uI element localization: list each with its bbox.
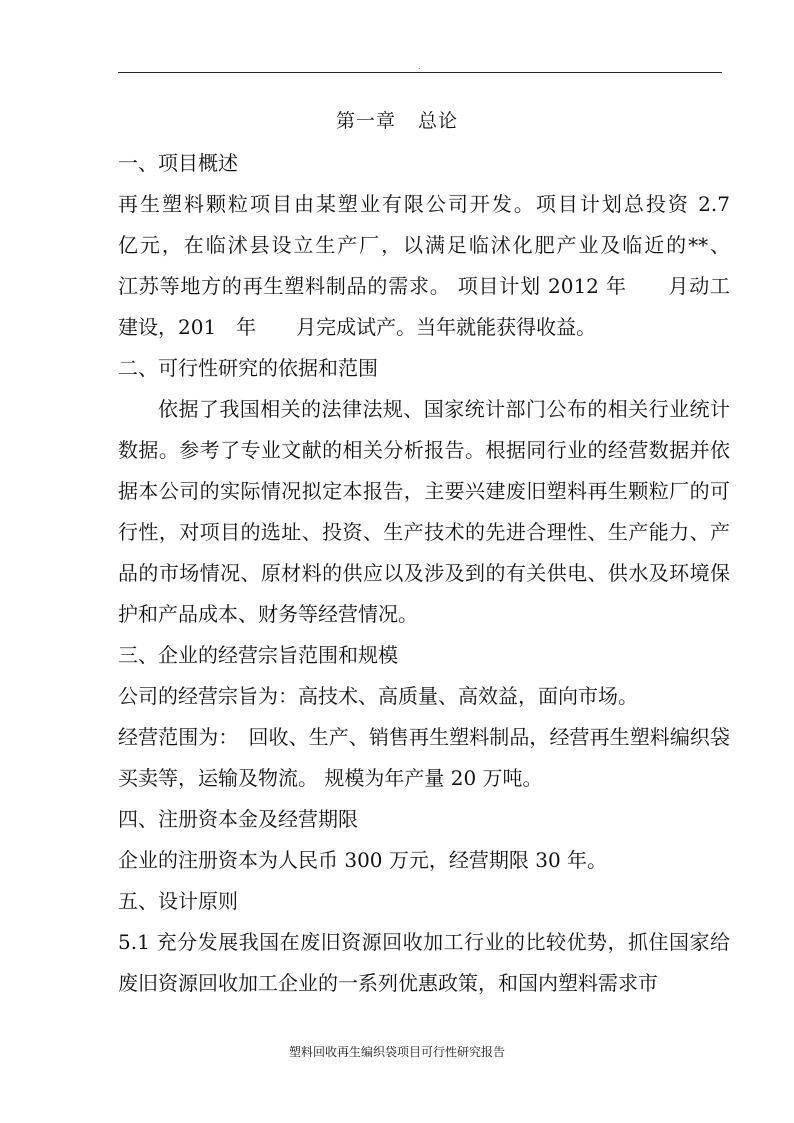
paragraph-line: 亿元，在临沭县设立生产厂，以满足临沭化肥产业及临近的**、 (118, 233, 730, 257)
header-rule (118, 72, 722, 73)
paragraph: 经营范围为： 回收、生产、销售再生塑料制品，经营再生塑料编织袋买卖等，运输及物流。 规模为年产量 20 万吨。 (118, 725, 730, 790)
paragraph: 公司的经营宗旨为：高技术、高质量、高效益，面向市场。 (118, 684, 638, 708)
document-body (118, 143, 730, 1004)
chapter-number: 第一章 (335, 110, 396, 132)
paragraph-line: 江苏等地方的再生塑料制品的需求。 项目计划 2012 年 月动工 (118, 274, 730, 298)
section-heading: 一、项目概述 (118, 151, 238, 175)
header-mark: . (418, 62, 421, 71)
chapter-name: 总论 (418, 110, 459, 132)
page-footer: 塑料回收再生编织袋项目可行性研究报告 (288, 1045, 505, 1059)
paragraph-line: 再生塑料颗粒项目由某塑业有限公司开发。项目计划总投资 2.7 (118, 192, 730, 216)
paragraph-line: 建设，201 年 月完成试产。当年就能获得收益。 (118, 315, 597, 339)
section-heading: 五、设计原则 (118, 889, 238, 913)
section-heading: 四、注册资本金及经营期限 (118, 807, 358, 831)
section-heading: 三、企业的经营宗旨范围和规模 (118, 643, 398, 667)
paragraph: 依据了我国相关的法律法规、国家统计部门公布的相关行业统计数据。参考了专业文献的相关分析报告。根据同行业的经营数据并依据本公司的实际情况拟定本报告，主要兴建废旧塑料再生颗粒厂的可行性，对项目的选址、投资、生产技术的先进合理性、生产能力、产品的市场情况、原材料的供应以及涉及到的有关供电、供水及环境保护和产品成本、财务等经营情况。 (118, 397, 730, 626)
section-heading: 二、可行性研究的依据和范围 (118, 356, 378, 380)
paragraph: 5.1 充分发展我国在废旧资源回收加工行业的比较优势，抓住国家给废旧资源回收加工企业的一系列优惠政策，和国内塑料需求市 (118, 930, 730, 995)
paragraph: 企业的注册资本为人民币 300 万元，经营期限 30 年。 (118, 848, 608, 872)
chapter-title (0, 106, 794, 133)
